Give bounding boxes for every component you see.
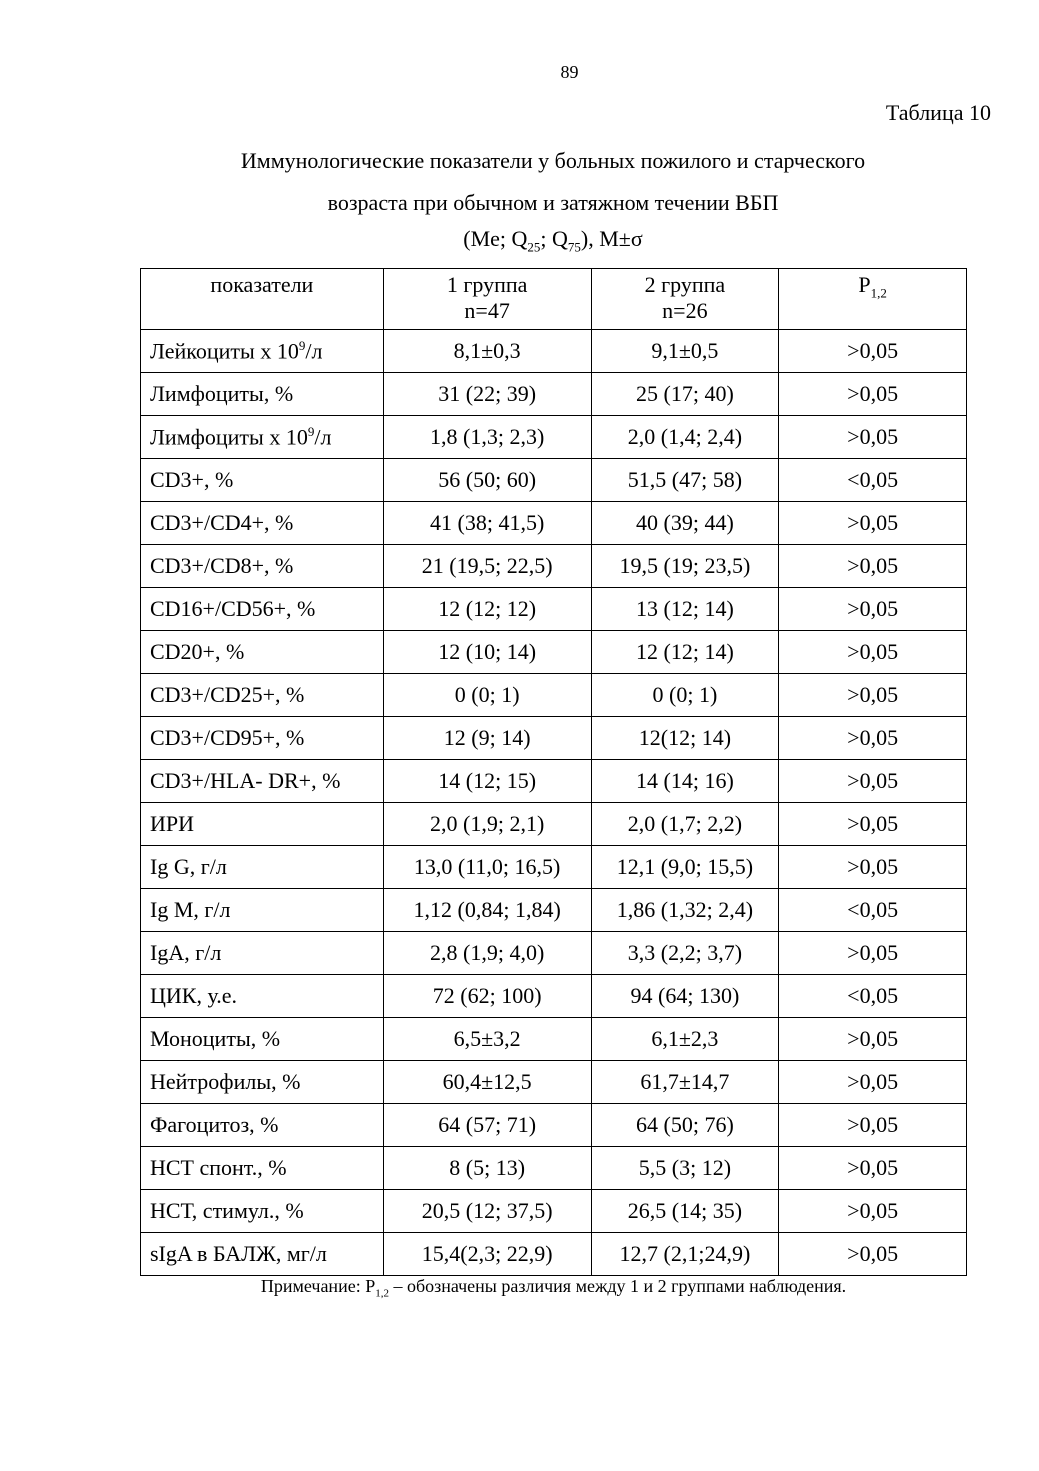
indicator-name: Лимфоциты, %: [150, 381, 294, 406]
group-2-value: 12,7 (2,1;24,9): [591, 1233, 779, 1276]
indicator-name: Ig M, г/л: [150, 897, 231, 922]
data-table: [140, 268, 967, 1276]
indicator-name: CD20+, %: [150, 639, 245, 664]
indicator-name: Ig G, г/л: [150, 854, 227, 879]
p-value: <0,05: [779, 975, 967, 1018]
group-1-value: 12 (9; 14): [383, 717, 591, 760]
indicator-name: Фагоцитоз, %: [150, 1112, 279, 1137]
group-1-value: 14 (12; 15): [383, 760, 591, 803]
indicator-name: Нейтрофилы, %: [150, 1069, 301, 1094]
table-row: [141, 631, 967, 674]
p-value: >0,05: [779, 502, 967, 545]
table-row: [141, 889, 967, 932]
table-row: [141, 416, 967, 459]
indicator-name: IgA, г/л: [150, 940, 222, 965]
indicator-cell: [141, 889, 384, 932]
table-row: [141, 1190, 967, 1233]
header-indicators: показатели: [141, 269, 384, 330]
table-row: [141, 975, 967, 1018]
p-value: >0,05: [779, 545, 967, 588]
stats-descriptor: [140, 226, 966, 255]
p-value: >0,05: [779, 373, 967, 416]
p-value: >0,05: [779, 846, 967, 889]
indicator-name: CD16+/CD56+, %: [150, 596, 316, 621]
stats-q25-sub: 25: [527, 239, 541, 255]
header-p-main: P: [858, 272, 871, 297]
header-group-1-label: 1 группа: [446, 272, 528, 297]
header-group-2-n: n=26: [662, 298, 708, 323]
indicator-exponent: 9: [307, 423, 315, 439]
p-value: <0,05: [779, 459, 967, 502]
p-value: >0,05: [779, 1147, 967, 1190]
indicator-cell: [141, 416, 384, 459]
indicator-cell: [141, 1061, 384, 1104]
group-1-value: 41 (38; 41,5): [383, 502, 591, 545]
indicator-cell: [141, 588, 384, 631]
table-body: [141, 330, 967, 1276]
p-value: >0,05: [779, 631, 967, 674]
indicator-unit: /л: [314, 424, 332, 450]
group-1-value: 0 (0; 1): [383, 674, 591, 717]
table-row: [141, 674, 967, 717]
group-1-value: 15,4(2,3; 22,9): [383, 1233, 591, 1276]
group-2-value: 2,0 (1,4; 2,4): [591, 416, 779, 459]
table-row: [141, 1104, 967, 1147]
group-1-value: 8 (5; 13): [383, 1147, 591, 1190]
p-value: >0,05: [779, 803, 967, 846]
group-1-value: 56 (50; 60): [383, 459, 591, 502]
p-value: >0,05: [779, 932, 967, 975]
indicator-unit: /л: [305, 338, 323, 364]
group-2-value: 94 (64; 130): [591, 975, 779, 1018]
table-row: [141, 459, 967, 502]
indicator-name: CD3+, %: [150, 467, 234, 492]
group-2-value: 40 (39; 44): [591, 502, 779, 545]
note-text: – обозначены различия между 1 и 2 группами наблюдения.: [388, 1276, 847, 1296]
table-row: [141, 803, 967, 846]
group-1-value: 21 (19,5; 22,5): [383, 545, 591, 588]
table-row: [141, 330, 967, 373]
group-2-value: 9,1±0,5: [591, 330, 779, 373]
group-1-value: 12 (12; 12): [383, 588, 591, 631]
indicator-cell: [141, 545, 384, 588]
group-2-value: 19,5 (19; 23,5): [591, 545, 779, 588]
p-value: >0,05: [779, 1018, 967, 1061]
table-row: [141, 932, 967, 975]
p-value: >0,05: [779, 588, 967, 631]
p-value: <0,05: [779, 889, 967, 932]
note-prefix: Примечание: Р: [260, 1276, 376, 1296]
indicator-name: CD3+/CD95+, %: [150, 725, 305, 750]
group-1-value: 2,8 (1,9; 4,0): [383, 932, 591, 975]
group-2-value: 12 (12; 14): [591, 631, 779, 674]
header-group-1: [383, 269, 591, 330]
table-row: [141, 588, 967, 631]
stats-mid: ; Q: [540, 226, 568, 251]
stats-q75-sub: 75: [567, 239, 581, 255]
group-1-value: 13,0 (11,0; 16,5): [383, 846, 591, 889]
group-2-value: 0 (0; 1): [591, 674, 779, 717]
header-group-2-label: 2 группа: [644, 272, 726, 297]
indicator-cell: [141, 631, 384, 674]
group-2-value: 6,1±2,3: [591, 1018, 779, 1061]
indicator-name: Лимфоциты х 10: [150, 424, 308, 450]
indicator-cell: [141, 975, 384, 1018]
indicator-cell: [141, 932, 384, 975]
group-2-value: 12,1 (9,0; 15,5): [591, 846, 779, 889]
group-1-value: 6,5±3,2: [383, 1018, 591, 1061]
indicator-name: CD3+/HLA- DR+, %: [150, 768, 341, 793]
p-value: >0,05: [779, 717, 967, 760]
table-label: Таблица 10: [885, 100, 991, 125]
indicator-cell: [141, 1147, 384, 1190]
group-1-value: 1,12 (0,84; 1,84): [383, 889, 591, 932]
p-value: >0,05: [779, 760, 967, 803]
title-line-1: Иммунологические показатели у больных пожилого и старческого: [240, 148, 866, 173]
group-2-value: 5,5 (3; 12): [591, 1147, 779, 1190]
group-2-value: 1,86 (1,32; 2,4): [591, 889, 779, 932]
header-p-sub: 1,2: [870, 285, 887, 301]
indicator-cell: [141, 1104, 384, 1147]
group-2-value: 14 (14; 16): [591, 760, 779, 803]
indicator-cell: [141, 373, 384, 416]
header-group-1-n: n=47: [464, 298, 510, 323]
table-note: [140, 1276, 967, 1300]
group-2-value: 12(12; 14): [591, 717, 779, 760]
p-value: >0,05: [779, 674, 967, 717]
indicator-cell: [141, 846, 384, 889]
indicator-cell: [141, 1190, 384, 1233]
indicator-name: Лейкоциты х 10: [150, 338, 299, 364]
group-1-value: 12 (10; 14): [383, 631, 591, 674]
group-2-value: 25 (17; 40): [591, 373, 779, 416]
p-value: >0,05: [779, 1061, 967, 1104]
table-row: [141, 373, 967, 416]
table-row: [141, 717, 967, 760]
group-1-value: 60,4±12,5: [383, 1061, 591, 1104]
indicator-name: CD3+/CD4+, %: [150, 510, 294, 535]
group-2-value: 3,3 (2,2; 3,7): [591, 932, 779, 975]
indicator-name: CD3+/CD8+, %: [150, 553, 294, 578]
indicator-name: ЦИК, у.е.: [150, 983, 238, 1008]
indicator-cell: [141, 717, 384, 760]
note-sub: 1,2: [375, 1287, 389, 1300]
group-2-value: 51,5 (47; 58): [591, 459, 779, 502]
header-group-2: [591, 269, 779, 330]
table-row: [141, 1061, 967, 1104]
indicator-name: ИРИ: [150, 811, 195, 836]
group-1-value: 2,0 (1,9; 2,1): [383, 803, 591, 846]
group-1-value: 20,5 (12; 37,5): [383, 1190, 591, 1233]
group-1-value: 64 (57; 71): [383, 1104, 591, 1147]
indicator-cell: [141, 1233, 384, 1276]
table-row: [141, 1147, 967, 1190]
group-2-value: 61,7±14,7: [591, 1061, 779, 1104]
header-row: [141, 269, 967, 330]
indicator-cell: [141, 803, 384, 846]
group-1-value: 72 (62; 100): [383, 975, 591, 1018]
group-1-value: 8,1±0,3: [383, 330, 591, 373]
indicator-cell: [141, 330, 384, 373]
table-row: [141, 502, 967, 545]
table-row: [141, 545, 967, 588]
group-2-value: 13 (12; 14): [591, 588, 779, 631]
stats-open: (Me; Q: [463, 226, 528, 251]
stats-close: ), M±σ: [580, 226, 643, 251]
header-p-value: [779, 269, 967, 330]
table-row: [141, 760, 967, 803]
p-value: >0,05: [779, 330, 967, 373]
p-value: >0,05: [779, 1104, 967, 1147]
group-1-value: 1,8 (1,3; 2,3): [383, 416, 591, 459]
indicator-cell: [141, 760, 384, 803]
table-row: [141, 1018, 967, 1061]
p-value: >0,05: [779, 1233, 967, 1276]
group-2-value: 2,0 (1,7; 2,2): [591, 803, 779, 846]
indicator-cell: [141, 459, 384, 502]
indicator-name: sIgA в БАЛЖ, мг/л: [150, 1241, 327, 1266]
indicator-cell: [141, 674, 384, 717]
group-2-value: 26,5 (14; 35): [591, 1190, 779, 1233]
table-title: [140, 140, 966, 224]
table-row: [141, 846, 967, 889]
p-value: >0,05: [779, 416, 967, 459]
page-number: 89: [560, 62, 579, 82]
indicator-name: Моноциты, %: [150, 1026, 281, 1051]
indicator-name: НСТ спонт., %: [150, 1155, 287, 1180]
group-1-value: 31 (22; 39): [383, 373, 591, 416]
group-2-value: 64 (50; 76): [591, 1104, 779, 1147]
table-row: [141, 1233, 967, 1276]
indicator-cell: [141, 502, 384, 545]
indicator-name: НСТ, стимул., %: [150, 1198, 304, 1223]
p-value: >0,05: [779, 1190, 967, 1233]
indicator-exponent: 9: [298, 337, 306, 353]
title-line-2: возраста при обычном и затяжном течении ВБП: [327, 190, 779, 215]
indicator-name: CD3+/CD25+, %: [150, 682, 305, 707]
indicator-cell: [141, 1018, 384, 1061]
